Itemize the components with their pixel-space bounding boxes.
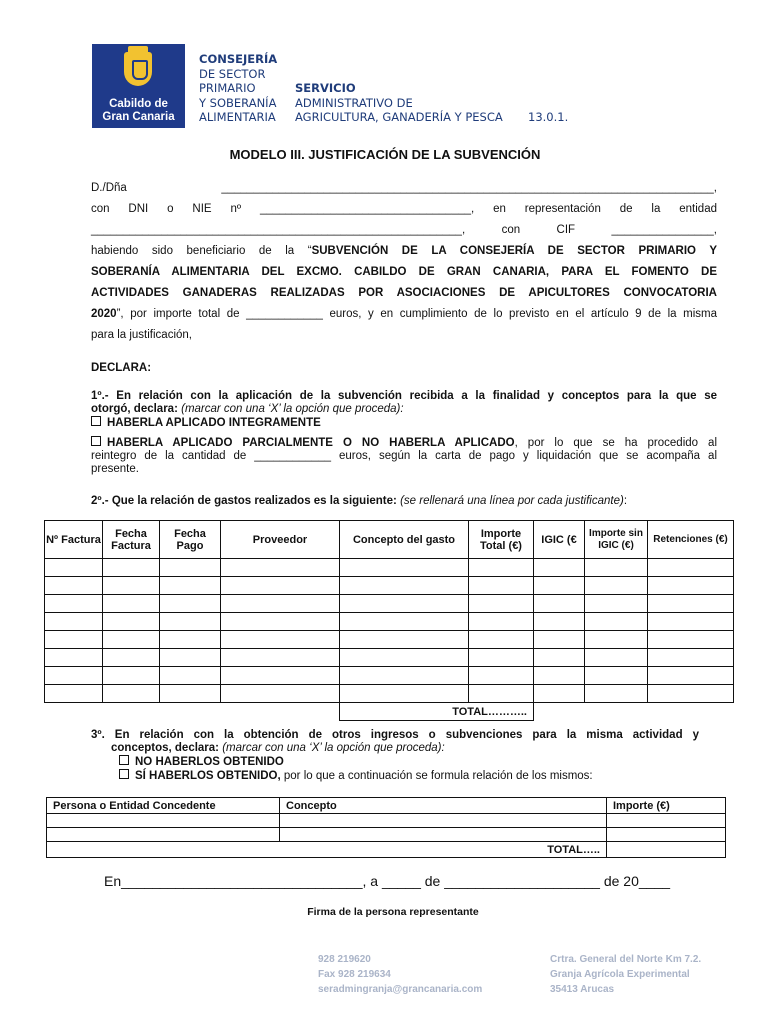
table-cell[interactable] [534, 613, 585, 631]
table-cell[interactable] [340, 613, 469, 631]
col-header-importe: Importe (€) [607, 798, 726, 814]
col-header-importe-total: Importe Total (€) [469, 521, 534, 559]
table-cell[interactable] [648, 577, 734, 595]
table-cell[interactable] [340, 595, 469, 613]
table-cell[interactable] [221, 559, 340, 577]
table-cell[interactable] [160, 613, 221, 631]
checkbox-icon[interactable] [119, 769, 129, 779]
section1-presente: presente. [91, 463, 139, 475]
intro-line-end: para la justificación, [91, 329, 192, 341]
col-header-entidad: Persona o Entidad Concedente [47, 798, 280, 814]
servicio-title: SERVICIO [295, 81, 356, 95]
table-cell[interactable] [103, 577, 160, 595]
consejeria-line: PRIMARIO [199, 81, 256, 95]
servicio-line: AGRICULTURA, GANADERÍA Y PESCA [295, 110, 503, 124]
income-total-value[interactable] [607, 842, 726, 858]
col-header-igic: IGIC (€ [534, 521, 585, 559]
table-cell[interactable] [221, 649, 340, 667]
table-row [45, 613, 734, 631]
col-header-proveedor: Proveedor [221, 521, 340, 559]
consejeria-title: CONSEJERÍA [199, 52, 278, 66]
section3-line1: 3º. En relación con la obtención de otros ingresos o subvenciones para la misma actividad y [91, 729, 699, 741]
signature-label: Firma de la persona representante [307, 906, 479, 918]
table-cell[interactable] [160, 631, 221, 649]
table-cell[interactable] [585, 577, 648, 595]
table-cell[interactable] [340, 685, 469, 703]
section1-line2: otorgó, declara: (marcar con una ‘X’ la opción que proceda): [91, 403, 404, 415]
intro-line-name: D./Dña _____________________________________________________________________________, [91, 182, 717, 194]
table-cell[interactable] [103, 631, 160, 649]
table-cell[interactable] [160, 685, 221, 703]
table-cell[interactable] [45, 649, 103, 667]
table-cell[interactable] [648, 631, 734, 649]
declara-heading: DECLARA: [91, 362, 152, 374]
col-header-fecha-factura: Fecha Factura [103, 521, 160, 559]
table-cell[interactable] [160, 667, 221, 685]
logo-text-line1: Cabildo de [109, 98, 168, 110]
table-row [47, 828, 726, 842]
table-cell[interactable] [585, 631, 648, 649]
table-cell[interactable] [648, 559, 734, 577]
table-cell[interactable] [45, 595, 103, 613]
option-si-obtenido[interactable]: SÍ HABERLOS OBTENIDO, por lo que a continuación se formula relación de los mismos: [91, 769, 699, 783]
footer-address-line: 35413 Arucas [550, 984, 615, 995]
col-header-concepto-ingreso: Concepto [280, 798, 607, 814]
col-header-concepto: Concepto del gasto [340, 521, 469, 559]
consejeria-block [199, 52, 277, 125]
table-cell[interactable] [45, 577, 103, 595]
table-cell[interactable] [469, 613, 534, 631]
footer-fax: Fax 928 219634 [318, 969, 391, 980]
table-cell[interactable] [103, 667, 160, 685]
table-cell[interactable] [534, 631, 585, 649]
section1-reintegro-line: reintegro de la cantidad de ____________ euros, según la carta de pago y liquidación que se acompaña al [91, 450, 717, 462]
logo-text-line2: Gran Canaria [102, 111, 175, 123]
table-cell[interactable] [340, 559, 469, 577]
income-table [46, 797, 726, 858]
section2-heading: 2º.- Que la relación de gastos realizados es la siguiente: (se rellenará una línea por cada justificante): [91, 495, 628, 507]
table-row [45, 559, 734, 577]
table-cell[interactable] [534, 685, 585, 703]
table-cell[interactable] [469, 631, 534, 649]
income-total-label: TOTAL….. [47, 842, 607, 858]
consejeria-line: DE SECTOR [199, 66, 266, 81]
intro-line-cif: __________________________________________________________, con CIF ________________, [91, 224, 717, 236]
table-row [47, 814, 726, 828]
table-cell[interactable] [585, 595, 648, 613]
table-cell[interactable] [534, 595, 585, 613]
section1-line1: 1º.- En relación con la aplicación de la subvención recibida a la finalidad y conceptos para la que se [91, 390, 717, 402]
section3 [91, 729, 699, 783]
table-cell[interactable] [221, 667, 340, 685]
table-cell[interactable] [45, 685, 103, 703]
table-cell[interactable] [469, 577, 534, 595]
table-cell[interactable] [585, 667, 648, 685]
consejeria-line: ALIMENTARIA [199, 110, 276, 124]
table-cell[interactable] [160, 649, 221, 667]
checkbox-icon[interactable] [91, 436, 101, 446]
place-date-line: En_______________________________, a _____ de ____________________ de 20____ [104, 873, 671, 889]
footer-address [550, 952, 701, 997]
footer-address-line: Crtra. General del Norte Km 7.2. [550, 954, 702, 965]
footer-contact [318, 952, 482, 997]
col-header-fecha-pago: Fecha Pago [160, 521, 221, 559]
col-header-retenciones: Retenciones (€) [648, 521, 734, 559]
table-cell[interactable] [340, 577, 469, 595]
table-cell[interactable] [585, 559, 648, 577]
table-row [45, 667, 734, 685]
col-header-importe-sin-igic: Importe sin IGIC (€) [585, 521, 648, 559]
table-cell[interactable] [648, 685, 734, 703]
table-cell[interactable] [469, 667, 534, 685]
table-cell[interactable] [648, 667, 734, 685]
table-cell[interactable] [221, 577, 340, 595]
table-cell[interactable] [45, 667, 103, 685]
table-cell[interactable] [45, 613, 103, 631]
servicio-block [295, 81, 503, 125]
table-cell[interactable] [469, 595, 534, 613]
expenses-table [44, 520, 734, 721]
header-code: 13.0.1. [528, 110, 569, 124]
intro-block [91, 182, 717, 350]
table-row [45, 649, 734, 667]
table-cell[interactable] [469, 685, 534, 703]
intro-line-subsidy: SOBERANÍA ALIMENTARIA DEL EXCMO. CABILDO DE GRAN CANARIA, PARA EL FOMENTO DE [91, 266, 717, 278]
footer-address-line: Granja Agrícola Experimental [550, 969, 690, 980]
section3-line2: conceptos, declara: (marcar con una ‘X’ la opción que proceda): [111, 742, 445, 754]
table-cell[interactable] [340, 631, 469, 649]
table-cell[interactable] [221, 595, 340, 613]
table-cell[interactable] [103, 595, 160, 613]
table-cell[interactable] [221, 631, 340, 649]
table-cell[interactable] [103, 685, 160, 703]
footer-email[interactable]: seradmingranja@grancanaria.com [318, 984, 483, 995]
table-cell[interactable] [585, 649, 648, 667]
table-cell[interactable] [469, 559, 534, 577]
footer-phone: 928 219620 [318, 954, 371, 965]
table-cell[interactable] [648, 649, 734, 667]
table-cell[interactable] [160, 559, 221, 577]
intro-line-beneficiary: habiendo sido beneficiario de la “SUBVENCIÓN DE LA CONSEJERÍA DE SECTOR PRIMARIO Y [91, 245, 717, 257]
page-title: MODELO III. JUSTIFICACIÓN DE LA SUBVENCIÓN [229, 147, 541, 162]
shield-icon [124, 52, 152, 86]
table-cell[interactable] [340, 649, 469, 667]
table-cell[interactable] [160, 595, 221, 613]
option-no-obtenido[interactable]: NO HABERLOS OBTENIDO [91, 755, 699, 769]
table-cell[interactable] [648, 595, 734, 613]
table-row [45, 631, 734, 649]
table-cell[interactable] [103, 613, 160, 631]
table-cell[interactable] [45, 631, 103, 649]
table-cell[interactable] [585, 613, 648, 631]
col-header-n-factura: Nº Factura [45, 521, 103, 559]
checkbox-icon[interactable] [91, 416, 101, 426]
table-cell[interactable] [103, 559, 160, 577]
table-cell[interactable] [221, 685, 340, 703]
checkbox-icon[interactable] [119, 755, 129, 765]
table-cell[interactable] [648, 613, 734, 631]
table-row [45, 577, 734, 595]
consejeria-line: Y SOBERANÍA [199, 95, 277, 110]
table-cell[interactable] [221, 613, 340, 631]
intro-line-amount: 2020”, por importe total de ____________ euros, y en cumplimiento de lo previsto en el artículo 9 de la misma [91, 308, 717, 320]
table-cell[interactable] [534, 667, 585, 685]
servicio-line: ADMINISTRATIVO DE [295, 95, 413, 110]
table-row [45, 685, 734, 703]
option-aplicado-parcialmente[interactable]: HABERLA APLICADO PARCIALMENTE O NO HABERLA APLICADO, por lo que se ha procedido al [91, 436, 717, 450]
intro-line-subsidy-2: ACTIVIDADES GANADERAS REALIZADAS POR ASOCIACIONES DE APICULTORES CONVOCATORIA [91, 287, 717, 299]
table-cell[interactable] [534, 559, 585, 577]
section1 [91, 390, 717, 476]
table-cell[interactable] [534, 577, 585, 595]
table-cell[interactable] [534, 649, 585, 667]
table-row [45, 595, 734, 613]
cabildo-logo [92, 44, 185, 128]
table-cell[interactable] [103, 649, 160, 667]
option-aplicado-integramente[interactable]: HABERLA APLICADO INTEGRAMENTE [91, 416, 717, 430]
intro-line-dni: con DNI o NIE nº _________________________________, en representación de la entidad [91, 203, 717, 215]
table-cell[interactable] [45, 559, 103, 577]
table-cell[interactable] [340, 667, 469, 685]
table-cell[interactable] [469, 649, 534, 667]
expenses-total-label: TOTAL……….. [340, 703, 534, 721]
table-cell[interactable] [585, 685, 648, 703]
table-cell[interactable] [160, 577, 221, 595]
